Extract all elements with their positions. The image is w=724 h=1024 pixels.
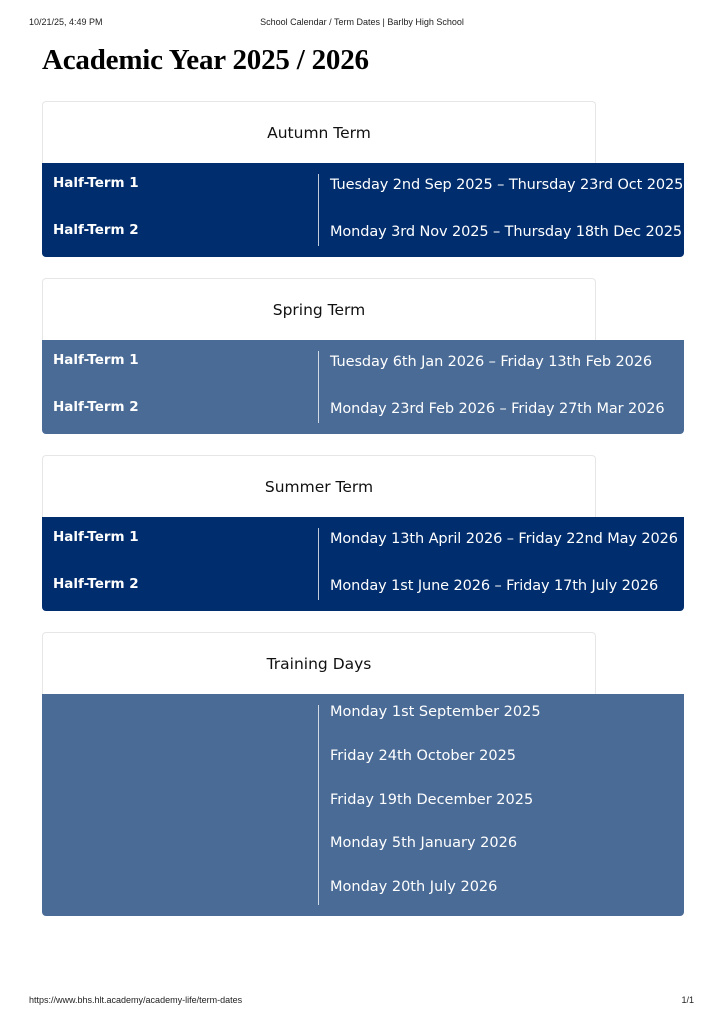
half-term-label: Half-Term 2 [53, 222, 139, 238]
term-title: Spring Term [272, 300, 366, 319]
half-term-label: Half-Term 2 [53, 399, 139, 415]
half-term-dates: Monday 13th April 2026 – Friday 22nd May 2026 [330, 531, 678, 547]
term-header [42, 101, 596, 163]
half-term-dates: Monday 23rd Feb 2026 – Friday 27th Mar 2026 [330, 401, 665, 417]
half-term-row [42, 517, 684, 564]
half-term-label: Half-Term 1 [53, 352, 139, 368]
half-term-dates: Tuesday 6th Jan 2026 – Friday 13th Feb 2026 [330, 354, 653, 370]
training-day-date: Friday 19th December 2025 [330, 791, 534, 808]
term-card-summer [42, 455, 684, 611]
training-day-row [42, 825, 684, 869]
training-day-date: Monday 5th January 2026 [330, 835, 518, 852]
training-day-row [42, 782, 684, 826]
training-day-date: Monday 1st September 2025 [330, 704, 541, 720]
term-dates-band [42, 340, 684, 434]
training-days-title: Training Days [266, 654, 372, 673]
term-header [42, 278, 596, 340]
page-url: https://www.bhs.hlt.academy/academy-life/term-dates [29, 995, 243, 1005]
half-term-row [42, 564, 684, 611]
term-title: Autumn Term [267, 123, 371, 142]
training-days-header [42, 632, 596, 694]
term-card-spring [42, 278, 684, 434]
training-days-band [42, 694, 684, 916]
term-dates-band [42, 163, 684, 257]
term-dates-band [42, 517, 684, 611]
page-indicator: 1/1 [681, 995, 694, 1005]
term-title: Summer Term [264, 477, 374, 496]
half-term-dates: Monday 3rd Nov 2025 – Thursday 18th Dec 2025 [330, 224, 683, 240]
training-day-row [42, 694, 684, 738]
term-card-autumn [42, 101, 684, 257]
half-term-label: Half-Term 2 [53, 576, 139, 592]
half-term-row [42, 340, 684, 387]
print-header [0, 17, 724, 31]
print-timestamp: 10/21/25, 4:49 PM [29, 17, 103, 27]
half-term-dates: Tuesday 2nd Sep 2025 – Thursday 23rd Oct 2025 [330, 177, 684, 193]
half-term-label: Half-Term 1 [53, 529, 139, 545]
training-day-row [42, 869, 684, 913]
half-term-dates: Monday 1st June 2026 – Friday 17th July 2026 [330, 578, 659, 594]
training-day-row [42, 738, 684, 782]
training-day-date: Friday 24th October 2025 [330, 747, 517, 764]
half-term-label: Half-Term 1 [53, 175, 139, 191]
page-title: Academic Year 2025 / 2026 [42, 44, 369, 76]
print-document-title: School Calendar / Term Dates | Barlby High School [260, 17, 464, 27]
training-day-date: Monday 20th July 2026 [330, 879, 498, 896]
half-term-row [42, 163, 684, 210]
training-days-card [42, 632, 684, 916]
half-term-row [42, 210, 684, 257]
half-term-row [42, 387, 684, 434]
term-header [42, 455, 596, 517]
